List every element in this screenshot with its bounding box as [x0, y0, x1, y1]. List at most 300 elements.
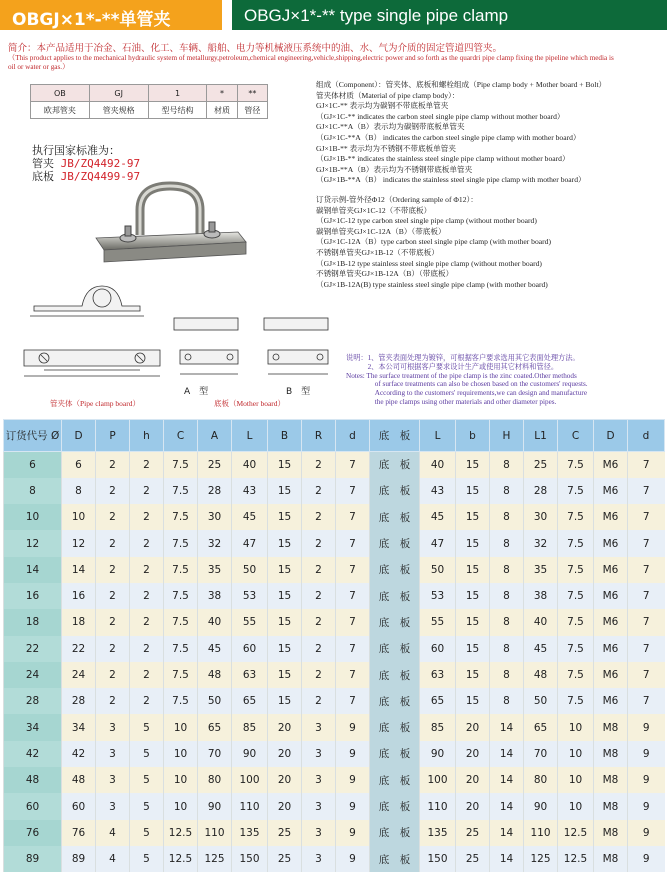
- table-cell: 3: [302, 714, 336, 740]
- spec-header-cell: D: [594, 420, 628, 452]
- table-cell: 7.5: [558, 504, 594, 530]
- table-cell: 10: [164, 714, 198, 740]
- code-cell: *: [207, 85, 237, 102]
- table-cell: 7.5: [558, 478, 594, 504]
- table-cell: 15: [456, 557, 490, 583]
- table-cell: 10: [164, 793, 198, 819]
- standard-label: 底板: [32, 170, 54, 183]
- standard-label: 管夹: [32, 157, 54, 170]
- table-cell: 125: [198, 846, 232, 872]
- table-cell: 3: [302, 793, 336, 819]
- table-cell: 25: [456, 846, 490, 872]
- table-cell: 7.5: [164, 636, 198, 662]
- table-cell: 15: [268, 504, 302, 530]
- spec-header-cell: L: [420, 420, 456, 452]
- table-row: [4, 583, 665, 609]
- table-cell: 90: [198, 793, 232, 819]
- table-cell: 20: [268, 714, 302, 740]
- table-cell: 14: [4, 557, 62, 583]
- table-cell: M8: [594, 820, 628, 846]
- table-cell: 15: [268, 662, 302, 688]
- table-cell: 65: [524, 714, 558, 740]
- table-cell: 70: [198, 741, 232, 767]
- table-cell: 8: [490, 504, 524, 530]
- table-cell: 14: [490, 793, 524, 819]
- table-cell: 15: [268, 583, 302, 609]
- order-line: 不锈钢单管夹GJ×1B-12A（B）（带底板）: [316, 269, 454, 279]
- table-cell: 9: [336, 714, 370, 740]
- table-cell: 110: [420, 793, 456, 819]
- table-cell: 2: [302, 557, 336, 583]
- table-row: [4, 609, 665, 635]
- table-row: [4, 741, 665, 767]
- code-cell: GJ: [89, 85, 148, 102]
- table-cell: 底 板: [370, 714, 420, 740]
- table-cell: 15: [456, 583, 490, 609]
- table-row: [4, 530, 665, 556]
- table-cell: 底 板: [370, 662, 420, 688]
- table-cell: 110: [524, 820, 558, 846]
- table-cell: 4: [96, 820, 130, 846]
- note-line: According to the customers' requirements,we can design and manufacture: [346, 389, 588, 398]
- table-cell: 90: [524, 793, 558, 819]
- table-cell: 7.5: [164, 609, 198, 635]
- table-row: [4, 820, 665, 846]
- table-cell: 14: [490, 714, 524, 740]
- order-line: （GJ×1B-12 type stainless steel single pipe clamp (without mother board): [316, 258, 542, 268]
- table-cell: 2: [130, 636, 164, 662]
- table-cell: 7.5: [558, 688, 594, 714]
- table-cell: 10: [558, 714, 594, 740]
- table-cell: 50: [420, 557, 456, 583]
- table-cell: 32: [198, 530, 232, 556]
- table-cell: 55: [420, 609, 456, 635]
- spec-header-cell: h: [130, 420, 164, 452]
- table-cell: 9: [336, 820, 370, 846]
- table-row: [4, 504, 665, 530]
- table-row: [4, 636, 665, 662]
- table-cell: 3: [96, 767, 130, 793]
- table-cell: 5: [130, 846, 164, 872]
- table-cell: 10: [558, 741, 594, 767]
- table-cell: 7.5: [558, 636, 594, 662]
- table-cell: 14: [490, 741, 524, 767]
- table-cell: 20: [268, 741, 302, 767]
- table-cell: 25: [456, 820, 490, 846]
- table-cell: 10: [62, 504, 96, 530]
- table-cell: 135: [232, 820, 268, 846]
- table-cell: 28: [198, 478, 232, 504]
- table-cell: 2: [96, 557, 130, 583]
- title-cn: OBGJ×1*-**单管夹: [0, 0, 222, 30]
- table-cell: 150: [420, 846, 456, 872]
- table-cell: M6: [594, 662, 628, 688]
- table-cell: 2: [130, 583, 164, 609]
- table-cell: 7: [628, 530, 665, 556]
- national-standard: [32, 144, 140, 183]
- table-cell: 43: [232, 478, 268, 504]
- table-cell: 63: [420, 662, 456, 688]
- table-cell: 20: [456, 714, 490, 740]
- meaning-cell: 管径: [237, 102, 267, 119]
- table-cell: 135: [420, 820, 456, 846]
- table-cell: 底 板: [370, 583, 420, 609]
- table-row: [4, 478, 665, 504]
- order-line: 不锈钢单管夹GJ×1B-12（不带底板）: [316, 247, 439, 257]
- table-cell: 34: [4, 714, 62, 740]
- table-cell: 10: [558, 767, 594, 793]
- table-cell: 15: [268, 530, 302, 556]
- table-cell: 底 板: [370, 846, 420, 872]
- table-cell: 60: [4, 793, 62, 819]
- table-cell: 7: [336, 609, 370, 635]
- table-cell: 2: [96, 662, 130, 688]
- table-cell: 20: [456, 793, 490, 819]
- table-cell: 30: [524, 504, 558, 530]
- clamp-caption: 管夹体（Pipe clamp board）: [50, 399, 140, 408]
- table-cell: 50: [198, 688, 232, 714]
- table-cell: 7: [336, 452, 370, 478]
- table-cell: M6: [594, 557, 628, 583]
- table-cell: 35: [198, 557, 232, 583]
- table-cell: 76: [4, 820, 62, 846]
- table-cell: 20: [268, 767, 302, 793]
- table-cell: 90: [232, 741, 268, 767]
- table-cell: 7: [336, 478, 370, 504]
- table-cell: 7: [628, 504, 665, 530]
- table-cell: 底 板: [370, 530, 420, 556]
- spec-header-cell: R: [302, 420, 336, 452]
- component-description: [316, 80, 661, 290]
- table-cell: 40: [420, 452, 456, 478]
- order-line: （GJ×1C-12 type carbon steel single pipe clamp (without mother board): [316, 216, 537, 226]
- table-cell: 9: [628, 846, 665, 872]
- note-line: Notes: The surface treatment of the pipe clamp is the zinc coated.Other methods: [346, 371, 577, 380]
- table-cell: 底 板: [370, 741, 420, 767]
- table-cell: 15: [268, 452, 302, 478]
- table-cell: 48: [198, 662, 232, 688]
- table-cell: 7: [336, 662, 370, 688]
- table-cell: 9: [336, 793, 370, 819]
- table-cell: 3: [96, 793, 130, 819]
- component-line: （GJ×1C-** indicates the carbon steel single pipe clamp without mother board）: [316, 111, 565, 121]
- table-cell: 89: [62, 846, 96, 872]
- table-cell: 底 板: [370, 793, 420, 819]
- table-cell: 15: [456, 636, 490, 662]
- spec-header-cell: L1: [524, 420, 558, 452]
- table-cell: 4: [96, 846, 130, 872]
- table-cell: 50: [232, 557, 268, 583]
- table-cell: 12.5: [558, 820, 594, 846]
- table-cell: 63: [232, 662, 268, 688]
- table-cell: M8: [594, 767, 628, 793]
- table-cell: 9: [628, 714, 665, 740]
- table-cell: 3: [302, 820, 336, 846]
- table-cell: 2: [130, 688, 164, 714]
- table-cell: 2: [302, 662, 336, 688]
- table-cell: 底 板: [370, 636, 420, 662]
- table-cell: 7: [628, 557, 665, 583]
- table-cell: 2: [96, 609, 130, 635]
- table-cell: 2: [130, 478, 164, 504]
- table-row: [4, 767, 665, 793]
- table-cell: 100: [232, 767, 268, 793]
- table-cell: 15: [268, 609, 302, 635]
- table-cell: 60: [420, 636, 456, 662]
- table-cell: 8: [490, 557, 524, 583]
- table-cell: 9: [336, 767, 370, 793]
- table-cell: 20: [456, 767, 490, 793]
- table-cell: 89: [4, 846, 62, 872]
- table-cell: 15: [268, 636, 302, 662]
- table-cell: 50: [524, 688, 558, 714]
- table-cell: 15: [456, 609, 490, 635]
- table-cell: 底 板: [370, 688, 420, 714]
- table-cell: 2: [96, 688, 130, 714]
- table-cell: 70: [524, 741, 558, 767]
- table-cell: 7.5: [164, 688, 198, 714]
- table-cell: 8: [490, 609, 524, 635]
- order-line: （GJ×1C-12A（B）type carbon steel single pipe clamp (with mother board): [316, 237, 551, 247]
- table-cell: M6: [594, 583, 628, 609]
- code-box: [30, 84, 268, 119]
- spec-header-cell: D: [62, 420, 96, 452]
- table-cell: 7: [628, 452, 665, 478]
- table-cell: M8: [594, 846, 628, 872]
- table-cell: 2: [130, 530, 164, 556]
- table-cell: 24: [62, 662, 96, 688]
- table-cell: 9: [336, 846, 370, 872]
- table-cell: 底 板: [370, 504, 420, 530]
- table-cell: 5: [130, 741, 164, 767]
- table-cell: 76: [62, 820, 96, 846]
- table-cell: 7.5: [558, 557, 594, 583]
- table-cell: 7: [628, 609, 665, 635]
- table-cell: 14: [490, 846, 524, 872]
- order-line: （GJ×1B-12A(B) type stainless steel single pipe clamp (with mother board): [316, 279, 548, 289]
- spec-header-cell: P: [96, 420, 130, 452]
- table-cell: 底 板: [370, 452, 420, 478]
- table-cell: 38: [524, 583, 558, 609]
- table-cell: 28: [524, 478, 558, 504]
- table-cell: 15: [268, 688, 302, 714]
- table-cell: 28: [4, 688, 62, 714]
- table-cell: 43: [420, 478, 456, 504]
- table-cell: 65: [198, 714, 232, 740]
- table-cell: 8: [490, 636, 524, 662]
- table-cell: 42: [62, 741, 96, 767]
- table-cell: 7.5: [558, 452, 594, 478]
- table-cell: 3: [302, 846, 336, 872]
- table-row: [4, 846, 665, 872]
- type-a-label: A 型: [184, 387, 209, 397]
- table-cell: 8: [490, 662, 524, 688]
- table-cell: 20: [456, 741, 490, 767]
- table-cell: 底 板: [370, 557, 420, 583]
- table-cell: 100: [420, 767, 456, 793]
- table-row: [4, 452, 665, 478]
- spec-header-cell: A: [198, 420, 232, 452]
- table-cell: 2: [302, 636, 336, 662]
- table-cell: 150: [232, 846, 268, 872]
- table-cell: 3: [96, 714, 130, 740]
- table-cell: 3: [302, 767, 336, 793]
- type-b-label: B 型: [286, 387, 311, 397]
- standard-line: [32, 157, 140, 170]
- table-cell: M8: [594, 741, 628, 767]
- table-cell: 80: [524, 767, 558, 793]
- table-cell: 60: [232, 636, 268, 662]
- table-cell: 7: [336, 557, 370, 583]
- table-cell: 90: [420, 741, 456, 767]
- table-cell: M6: [594, 504, 628, 530]
- table-cell: 45: [198, 636, 232, 662]
- table-cell: 底 板: [370, 767, 420, 793]
- table-cell: 15: [456, 478, 490, 504]
- table-cell: 7.5: [558, 662, 594, 688]
- table-cell: 65: [232, 688, 268, 714]
- meaning-cell: 管夹规格: [89, 102, 148, 119]
- table-cell: 15: [456, 662, 490, 688]
- table-cell: 48: [4, 767, 62, 793]
- brief-cn: 简介：本产品适用于冶金、石油、化工、车辆、船舶、电力等机械液压系统中的油、水、气为介质的固定管道四管夹。: [8, 43, 503, 54]
- table-cell: 15: [456, 504, 490, 530]
- spec-header-cell: L: [232, 420, 268, 452]
- table-cell: 9: [628, 793, 665, 819]
- table-cell: 25: [524, 452, 558, 478]
- table-cell: M6: [594, 609, 628, 635]
- standard-code: JB/ZQ4499-97: [60, 170, 141, 183]
- table-row: [4, 714, 665, 740]
- table-cell: 5: [130, 793, 164, 819]
- spec-header-cell: d: [628, 420, 665, 452]
- table-cell: 2: [96, 530, 130, 556]
- table-cell: 45: [420, 504, 456, 530]
- table-cell: 2: [96, 636, 130, 662]
- table-cell: 53: [420, 583, 456, 609]
- table-cell: 7.5: [164, 583, 198, 609]
- table-cell: 7: [628, 636, 665, 662]
- table-cell: 8: [490, 478, 524, 504]
- table-cell: 40: [232, 452, 268, 478]
- table-cell: 16: [4, 583, 62, 609]
- table-cell: 2: [130, 662, 164, 688]
- table-cell: 底 板: [370, 478, 420, 504]
- table-cell: 2: [130, 609, 164, 635]
- table-cell: 22: [4, 636, 62, 662]
- header-bar: [0, 0, 667, 30]
- table-cell: 10: [558, 793, 594, 819]
- code-cell: OB: [31, 85, 90, 102]
- table-cell: 2: [302, 583, 336, 609]
- note-line: of surface treatments can also be chosen based on the customers' requests.: [346, 380, 588, 389]
- spec-header-cell: H: [490, 420, 524, 452]
- table-cell: 80: [198, 767, 232, 793]
- table-cell: 7.5: [558, 609, 594, 635]
- table-cell: 28: [62, 688, 96, 714]
- table-cell: 7.5: [164, 478, 198, 504]
- table-cell: 22: [62, 636, 96, 662]
- table-cell: 15: [268, 478, 302, 504]
- table-cell: 48: [62, 767, 96, 793]
- table-cell: 7.5: [558, 583, 594, 609]
- note-line: 说明：1、管夹表面处理为镀锌，可根据客户要求选用其它表面处理方法。: [346, 354, 580, 362]
- table-row: [4, 793, 665, 819]
- table-cell: 9: [336, 741, 370, 767]
- table-cell: 55: [232, 609, 268, 635]
- table-cell: 9: [628, 820, 665, 846]
- table-cell: 38: [198, 583, 232, 609]
- table-cell: 48: [524, 662, 558, 688]
- table-cell: 7: [336, 530, 370, 556]
- table-cell: 8: [490, 452, 524, 478]
- component-line: （GJ×1B-**A（B） indicates the stainless steel single pipe clamp with mother board）: [316, 175, 586, 185]
- table-cell: 14: [62, 557, 96, 583]
- table-cell: 7.5: [558, 530, 594, 556]
- table-cell: 5: [130, 714, 164, 740]
- table-cell: 18: [4, 609, 62, 635]
- notes: [346, 354, 664, 407]
- component-line: 管夹体材质（Material of pipe clamp body）：: [316, 90, 460, 100]
- table-cell: M6: [594, 530, 628, 556]
- table-row: [4, 662, 665, 688]
- table-cell: 32: [524, 530, 558, 556]
- title-en: OBGJ×1*-** type single pipe clamp: [232, 0, 667, 30]
- table-cell: 53: [232, 583, 268, 609]
- code-cell: **: [237, 85, 267, 102]
- table-cell: 45: [232, 504, 268, 530]
- table-cell: 25: [198, 452, 232, 478]
- table-cell: 2: [302, 688, 336, 714]
- table-cell: 7.5: [164, 452, 198, 478]
- table-cell: 60: [62, 793, 96, 819]
- table-cell: 15: [456, 452, 490, 478]
- component-line: GJ×1B-** 表示均为不锈钢不带底板单管夹: [316, 143, 456, 153]
- table-cell: M6: [594, 688, 628, 714]
- header-gap: [222, 0, 232, 30]
- table-cell: 18: [62, 609, 96, 635]
- table-cell: 9: [628, 767, 665, 793]
- table-cell: 16: [62, 583, 96, 609]
- table-cell: 110: [232, 793, 268, 819]
- table-cell: 8: [490, 583, 524, 609]
- table-cell: M8: [594, 793, 628, 819]
- table-cell: 125: [524, 846, 558, 872]
- table-cell: 10: [4, 504, 62, 530]
- note-line: the pipe clamps using other materials and other diameter pipes.: [346, 397, 557, 406]
- table-cell: 10: [164, 767, 198, 793]
- table-cell: 14: [490, 820, 524, 846]
- table-cell: 8: [62, 478, 96, 504]
- meaning-cell: 型号结构: [148, 102, 207, 119]
- table-cell: 30: [198, 504, 232, 530]
- table-cell: 40: [524, 609, 558, 635]
- spec-header-cell: B: [268, 420, 302, 452]
- table-cell: 8: [4, 478, 62, 504]
- spec-header-cell: b: [456, 420, 490, 452]
- table-cell: 25: [268, 820, 302, 846]
- table-cell: 7: [628, 478, 665, 504]
- component-line: 组成（Component）：管夹体、底板和螺栓组成（Pipe clamp body + Mother board + Bolt）: [316, 80, 607, 89]
- order-line: 订货示例-管外径Φ12（Ordering sample of Φ12）：: [316, 194, 478, 204]
- table-cell: 85: [420, 714, 456, 740]
- table-cell: 7.5: [164, 504, 198, 530]
- table-cell: 42: [4, 741, 62, 767]
- table-cell: 45: [524, 636, 558, 662]
- table-cell: 47: [420, 530, 456, 556]
- table-cell: 7: [628, 688, 665, 714]
- spec-header-cell: C: [558, 420, 594, 452]
